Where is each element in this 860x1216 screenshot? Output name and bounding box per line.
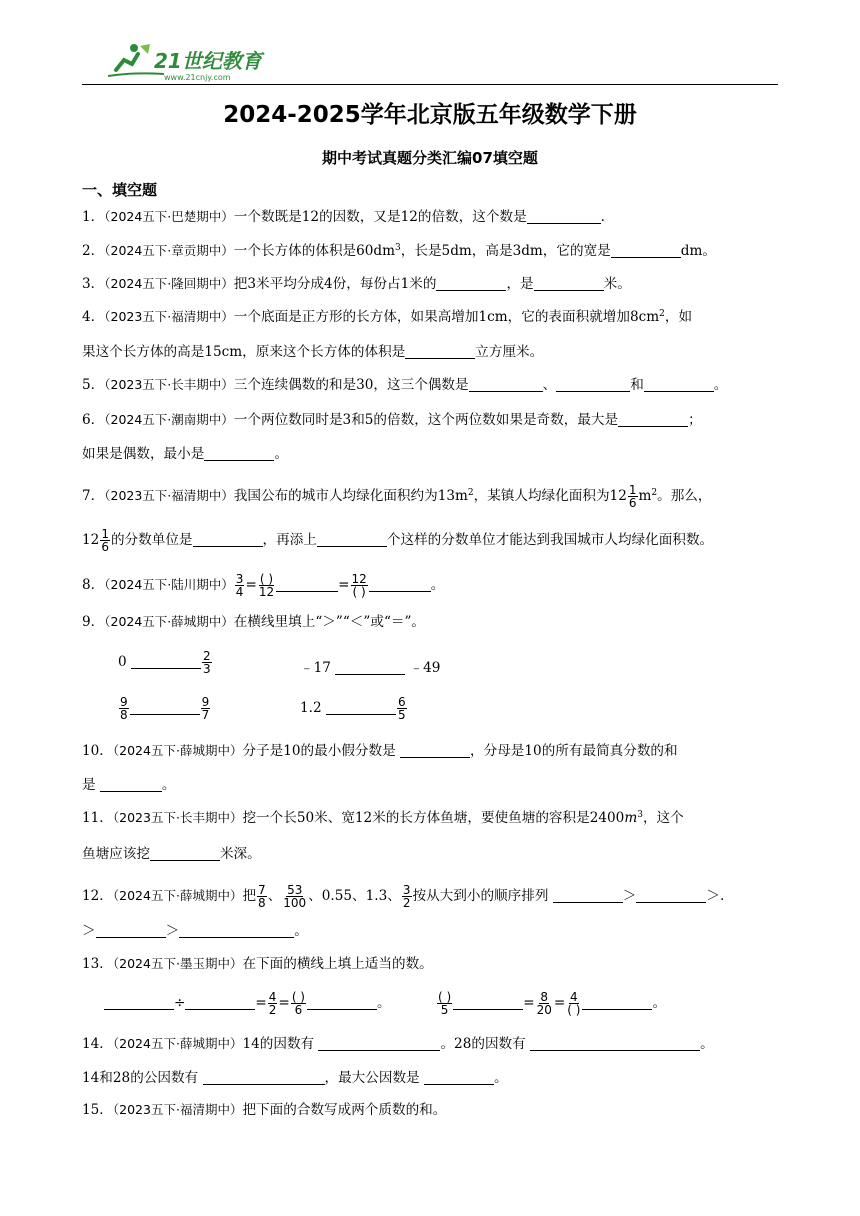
question-15: 15．（2023五下·福清期中）把下面的合数写成两个质数的和。: [82, 1102, 447, 1118]
answer-blank[interactable]: [150, 846, 220, 861]
site-logo: [104, 40, 274, 84]
question-6: 6．（2024五下·潮南期中）一个两位数同时是3和5的倍数，这个两位数如果是奇数，最大是 ；: [82, 412, 702, 428]
document-subtitle: 期中考试真题分类汇编07填空题: [322, 149, 538, 167]
answer-blank[interactable]: [317, 532, 387, 547]
answer-blank[interactable]: [276, 577, 338, 592]
question-14-line-2: 14和28的公因数有 ，最大公因数是 。: [82, 1070, 508, 1086]
equation-2: $\frac{( )}{5}$ = $\frac{8}{20}$ = $\frac{4}{( )}$ 。: [438, 990, 667, 1017]
compare-item-3: $\frac{9}{8}$ $\frac{9}{7}$: [120, 695, 210, 722]
header-divider: [82, 84, 778, 85]
document-title: 2024-2025学年北京版五年级数学下册: [223, 102, 637, 128]
question-11: 11．（2023五下·长丰期中）挖一个长50米、宽12米的长方体鱼塘，要使鱼塘的容积是$2400m^3$，这个: [82, 810, 684, 826]
section-heading: 一、填空题: [82, 181, 158, 199]
answer-blank[interactable]: [582, 995, 652, 1010]
answer-blank[interactable]: [193, 532, 263, 547]
answer-blank[interactable]: [530, 1036, 700, 1051]
answer-blank[interactable]: [203, 1070, 325, 1085]
question-10-line-2: 是 。: [82, 777, 176, 793]
answer-blank[interactable]: [369, 577, 431, 592]
question-11-line-2: 鱼塘应该挖 米深。: [82, 846, 261, 862]
question-12: 12．（2024五下·薛城期中）把 $\frac{7}{8}$ 、 $\frac{53}{100}$ 、0.55、1.3、 $\frac{3}{2}$ 按从大到小的顺序排列 ＞ ＞.: [82, 883, 725, 910]
answer-blank[interactable]: [534, 276, 604, 291]
question-7: 7．（2023五下·福清期中）我国公布的城市人均绿化面积约为$13m^2$，某镇人均绿化面积为12 $\frac{1}{6}$ $m^2$。那么，: [82, 483, 712, 510]
compare-item-1: 0 $\frac{2}{3}$: [118, 649, 211, 676]
answer-blank[interactable]: [553, 888, 623, 903]
answer-blank[interactable]: [104, 995, 174, 1010]
answer-blank[interactable]: [131, 654, 201, 669]
question-1: 1．（2024五下·巴楚期中）一个数既是12的因数，又是12的倍数，这个数是 .: [82, 209, 605, 225]
answer-blank[interactable]: [556, 377, 630, 392]
compare-item-4: 1.2 $\frac{6}{5}$: [300, 695, 406, 722]
question-4: 4．（2023五下·福清期中）一个底面是正方形的长方体，如果高增加1cm，它的表面积就增加$8cm^2$，如: [82, 309, 693, 325]
compare-item-2: ﹣17 ﹣49: [300, 660, 441, 676]
answer-blank[interactable]: [453, 995, 523, 1010]
question-3: 3．（2024五下·隆回期中）把3米平均分成4份，每份占1米的 ，是 米。: [82, 276, 631, 292]
logo-url: www.21cnjy.com: [164, 73, 231, 82]
answer-blank[interactable]: [469, 377, 543, 392]
answer-blank[interactable]: [318, 1036, 440, 1051]
question-7-line-2: 12 $\frac{1}{6}$ 的分数单位是 ，再添上 个这样的分数单位才能达到我国城市人均绿化面积数。: [82, 527, 714, 554]
question-8: 8．（2024五下·陆川期中） $\frac{3}{4}$ = $\frac{( )}{12}$ = $\frac{12}{( )}$ 。: [82, 572, 445, 599]
answer-blank[interactable]: [636, 888, 706, 903]
question-6-line-2: 如果是偶数，最小是 。: [82, 446, 288, 462]
answer-blank[interactable]: [179, 923, 294, 938]
answer-blank[interactable]: [130, 700, 200, 715]
answer-blank[interactable]: [326, 700, 396, 715]
answer-blank[interactable]: [644, 377, 714, 392]
question-13: 13．（2024五下·墨玉期中）在下面的横线上填上适当的数。: [82, 956, 433, 972]
answer-blank[interactable]: [100, 777, 162, 792]
question-4-line-2: 果这个长方体的高是15cm，原来这个长方体的体积是 立方厘米。: [82, 344, 544, 360]
question-5: 5．（2023五下·长丰期中）三个连续偶数的和是30，这三个偶数是 、 和 。: [82, 377, 728, 393]
answer-blank[interactable]: [436, 276, 506, 291]
fraction: $\frac{1}{6}$: [628, 483, 637, 510]
answer-blank[interactable]: [204, 446, 274, 461]
question-10: 10．（2024五下·薛城期中）分子是10的最小假分数是 ，分母是10的所有最简真分数的和: [82, 743, 678, 759]
answer-blank[interactable]: [307, 995, 377, 1010]
answer-blank[interactable]: [96, 923, 166, 938]
question-12-line-2: ＞ ＞ 。: [82, 923, 308, 939]
logo-text: 21世纪教育: [154, 49, 262, 73]
answer-blank[interactable]: [611, 243, 681, 258]
answer-blank[interactable]: [618, 412, 688, 427]
equation-1: ÷ = $\frac{4}{2}$ = $\frac{( )}{6}$ 。: [104, 991, 391, 1016]
answer-blank[interactable]: [185, 995, 255, 1010]
question-9: 9．（2024五下·薛城期中）在横线里填上“＞”“＜”或“＝”。: [82, 614, 426, 630]
answer-blank[interactable]: [335, 660, 405, 675]
answer-blank[interactable]: [527, 209, 601, 224]
answer-blank[interactable]: [405, 344, 475, 359]
question-2: 2．（2024五下·章贡期中）一个长方体的体积是$60dm^3$，长是5dm，高是3dm，它的宽是 dm。: [82, 243, 716, 259]
question-14: 14．（2024五下·薛城期中）14的因数有 。28的因数有 。: [82, 1036, 714, 1052]
answer-blank[interactable]: [424, 1070, 494, 1085]
answer-blank[interactable]: [400, 743, 470, 758]
fraction: $\frac{1}{6}$: [101, 527, 109, 554]
